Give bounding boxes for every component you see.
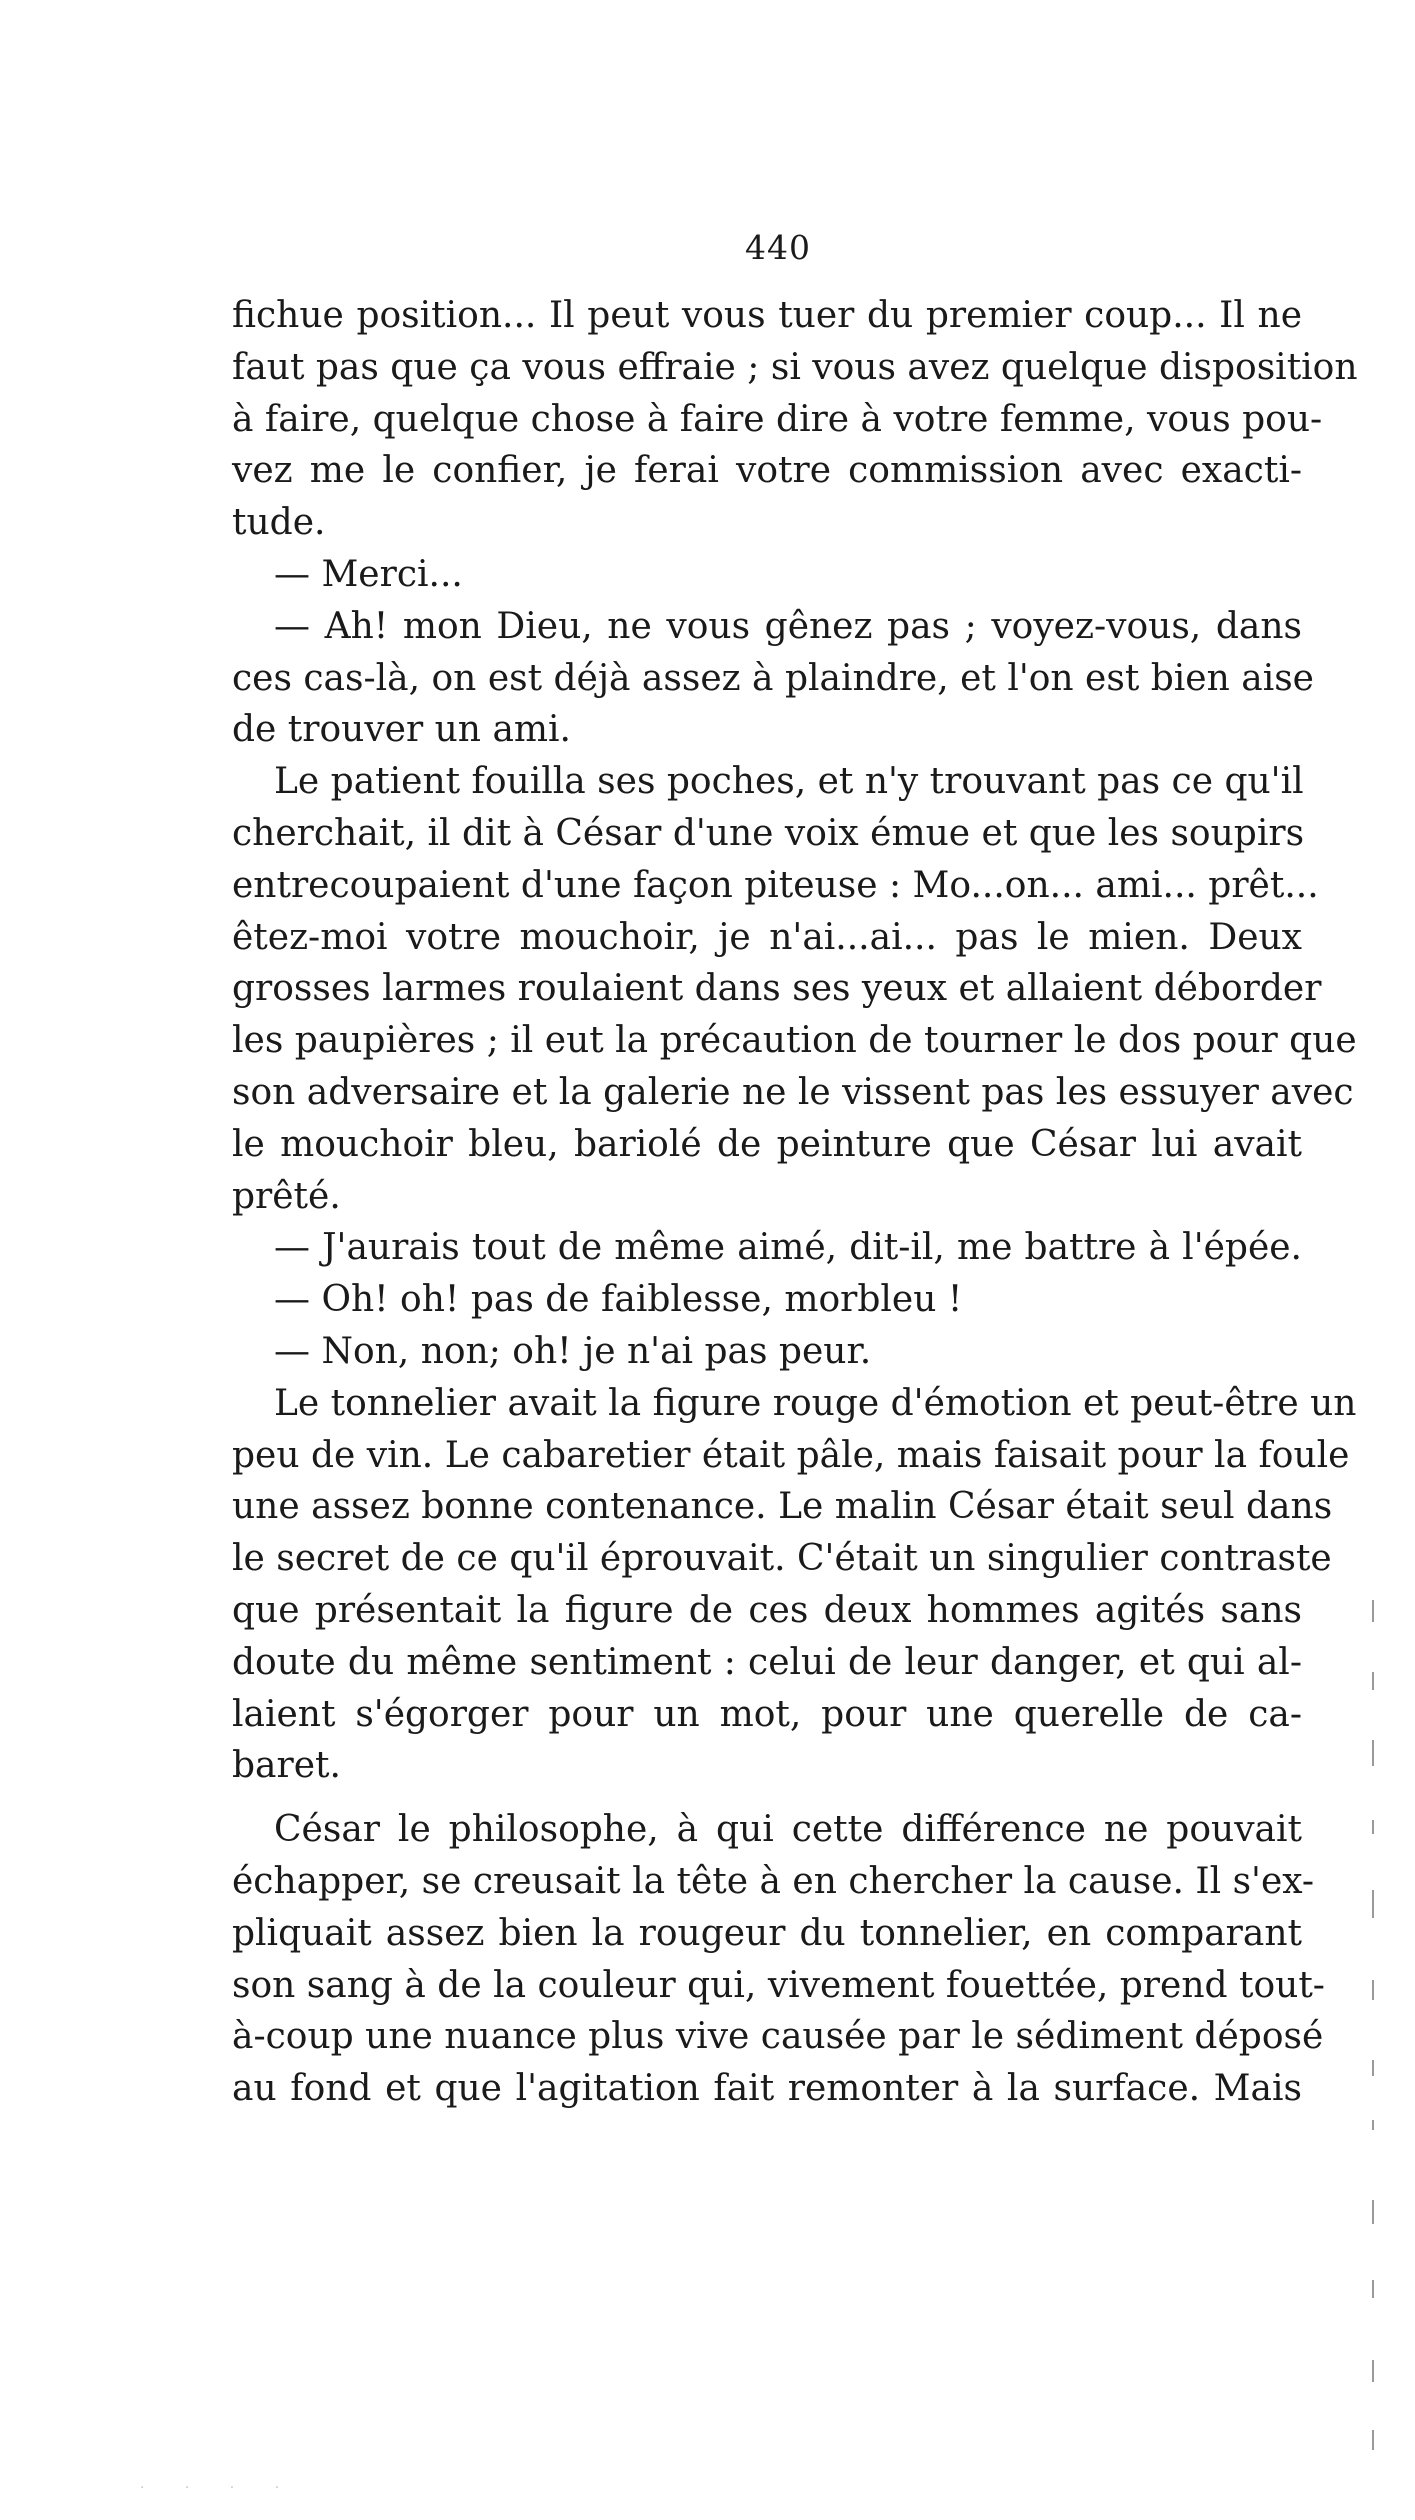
page-number: 440 <box>745 228 811 267</box>
text-line: entrecoupaient d'une façon piteuse : Mo...on... ami... prêt... <box>232 864 1319 906</box>
text-line: pliquait assez bien la rougeur du tonnelier, en comparant <box>232 1912 1302 1954</box>
text-line: le secret de ce qu'il éprouvait. C'était un singulier contraste <box>232 1538 1332 1580</box>
scan-mark <box>1372 2200 1374 2224</box>
paragraph-gap <box>232 1792 1302 1804</box>
text-line: doute du même sentiment : celui de leur danger, et qui al- <box>232 1641 1302 1683</box>
scan-mark <box>1372 1740 1374 1766</box>
dialogue-line: — Non, non; oh! je n'ai pas peur. <box>274 1330 872 1372</box>
scan-mark <box>1372 1890 1374 1918</box>
scan-mark <box>1372 2120 1374 2130</box>
text-line: échapper, se creusait la tête à en chercher la cause. Il s'ex- <box>232 1860 1315 1902</box>
scan-mark <box>1372 1820 1374 1834</box>
paragraph-start: Le tonnelier avait la figure rouge d'émotion et peut-être un <box>274 1382 1357 1424</box>
margin-scan-marks <box>1372 1600 1378 2460</box>
scan-mark <box>1372 1600 1374 1622</box>
text-line: une assez bonne contenance. Le malin César était seul dans <box>232 1486 1333 1528</box>
text-line: vez me le confier, je ferai votre commission avec exacti- <box>232 450 1302 492</box>
text-line: les paupières ; il eut la précaution de tourner le dos pour que <box>232 1020 1357 1062</box>
text-line: laient s'égorger pour un mot, pour une querelle de ca- <box>232 1693 1302 1735</box>
text-line: de trouver un ami. <box>232 709 571 751</box>
text-line: cherchait, il dit à César d'une voix émue et que les soupirs <box>232 812 1305 854</box>
paragraph-start: Le patient fouilla ses poches, et n'y trouvant pas ce qu'il <box>274 761 1304 803</box>
dialogue-line: — Ah! mon Dieu, ne vous gênez pas ; voyez-vous, dans <box>274 605 1302 647</box>
dialogue-line: — Merci... <box>274 553 463 595</box>
text-line: au fond et que l'agitation fait remonter à la surface. Mais <box>232 2068 1302 2110</box>
text-line: à-coup une nuance plus vive causée par le sédiment déposé <box>232 2016 1324 2058</box>
text-line: son sang à de la couleur qui, vivement fouettée, prend tout- <box>232 1964 1325 2006</box>
text-line: grosses larmes roulaient dans ses yeux et allaient déborder <box>232 968 1322 1010</box>
scan-mark <box>1372 2360 1374 2382</box>
scan-mark <box>1372 2280 1374 2298</box>
text-line: son adversaire et la galerie ne le vissent pas les essuyer avec <box>232 1071 1354 1113</box>
scan-noise: · · · · <box>140 2480 298 2496</box>
scan-mark <box>1372 2430 1374 2450</box>
text-line: peu de vin. Le cabaretier était pâle, mais faisait pour la foule <box>232 1434 1350 1476</box>
text-line: fichue position... Il peut vous tuer du premier coup... Il ne <box>232 295 1302 336</box>
text-line: tude. <box>232 502 326 544</box>
scan-mark <box>1372 1980 1374 2000</box>
text-line: que présentait la figure de ces deux hommes agités sans <box>232 1589 1302 1631</box>
text-line: prêté. <box>232 1175 341 1217</box>
text-line: à faire, quelque chose à faire dire à votre femme, vous pou- <box>232 398 1323 440</box>
scan-mark <box>1372 2060 1374 2076</box>
text-line: le mouchoir bleu, bariolé de peinture que César lui avait <box>232 1123 1302 1165</box>
text-line: baret. <box>232 1745 341 1787</box>
body-text <box>232 290 1358 2115</box>
text-line: faut pas que ça vous effraie ; si vous avez quelque disposition <box>232 346 1358 388</box>
dialogue-line: — Oh! oh! pas de faiblesse, morbleu ! <box>274 1279 963 1321</box>
dialogue-line: — J'aurais tout de même aimé, dit-il, me battre à l'épée. <box>274 1227 1302 1269</box>
scan-mark <box>1372 1672 1374 1690</box>
text-line: êtez-moi votre mouchoir, je n'ai...ai... pas le mien. Deux <box>232 916 1302 958</box>
paragraph-start: César le philosophe, à qui cette différence ne pouvait <box>274 1809 1302 1851</box>
text-line: ces cas-là, on est déjà assez à plaindre, et l'on est bien aise <box>232 657 1314 699</box>
